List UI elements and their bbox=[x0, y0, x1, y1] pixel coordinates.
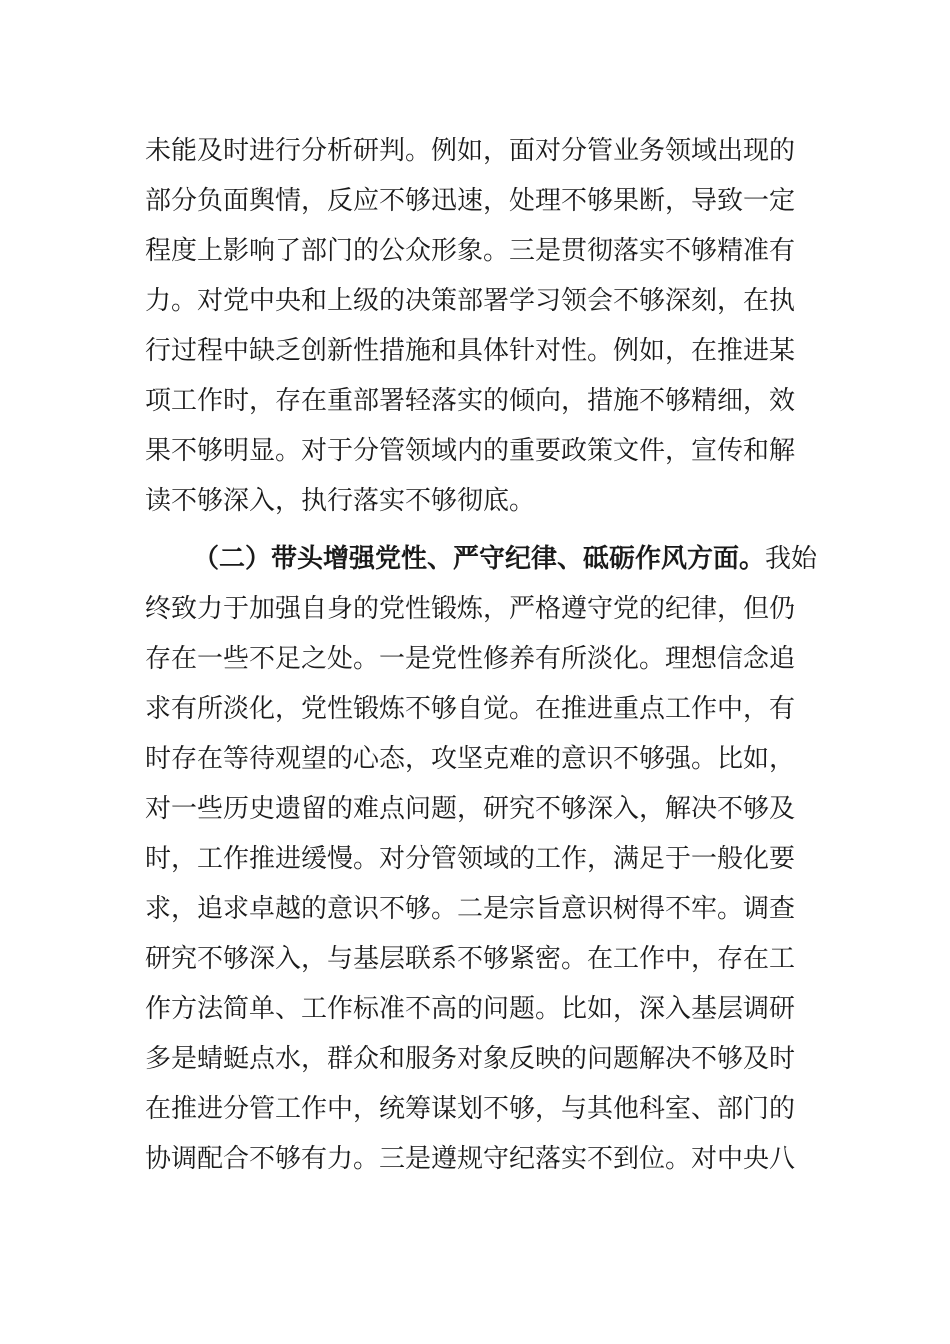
text-line: 行过程中缺乏创新性措施和具体针对性。例如，在推进某 bbox=[145, 336, 796, 366]
paragraph-1 bbox=[145, 126, 810, 526]
heading-line-rest: 我始 bbox=[765, 544, 818, 574]
text-line: 协调配合不够有力。三是遵规守纪落实不到位。对中央八 bbox=[145, 1144, 796, 1174]
paragraph-2 bbox=[145, 534, 818, 1184]
text-line: 作方法简单、工作标准不高的问题。比如，深入基层调研 bbox=[145, 994, 796, 1024]
paragraph-2-first-line bbox=[145, 534, 818, 584]
text-line: 程度上影响了部门的公众形象。三是贯彻落实不够精准有 bbox=[145, 236, 796, 266]
text-line: 求，追求卓越的意识不够。二是宗旨意识树得不牢。调查 bbox=[145, 894, 796, 924]
text-line: 研究不够深入，与基层联系不够紧密。在工作中，存在工 bbox=[145, 944, 796, 974]
text-line: 时存在等待观望的心态，攻坚克难的意识不够强。比如， bbox=[145, 744, 796, 774]
section-heading: （二）带头增强党性、严守纪律、砥砺作风方面。 bbox=[193, 544, 766, 574]
text-line: 部分负面舆情，反应不够迅速，处理不够果断，导致一定 bbox=[145, 186, 796, 216]
text-line: 项工作时，存在重部署轻落实的倾向，措施不够精细，效 bbox=[145, 386, 796, 416]
text-line: 多是蜻蜓点水，群众和服务对象反映的问题解决不够及时 bbox=[145, 1044, 796, 1074]
text-line: 对一些历史遗留的难点问题，研究不够深入，解决不够及 bbox=[145, 794, 796, 824]
text-line: 求有所淡化，党性锻炼不够自觉。在推进重点工作中，有 bbox=[145, 694, 796, 724]
text-line: 存在一些不足之处。一是党性修养有所淡化。理想信念追 bbox=[145, 644, 796, 674]
text-line: 在推进分管工作中，统筹谋划不够，与其他科室、部门的 bbox=[145, 1094, 796, 1124]
text-line: 读不够深入，执行落实不够彻底。 bbox=[145, 486, 536, 516]
text-line: 终致力于加强自身的党性锻炼，严格遵守党的纪律，但仍 bbox=[145, 594, 796, 624]
text-line: 果不够明显。对于分管领域内的重要政策文件，宣传和解 bbox=[145, 436, 796, 466]
text-line: 未能及时进行分析研判。例如，面对分管业务领域出现的 bbox=[145, 136, 796, 166]
text-line: 时，工作推进缓慢。对分管领域的工作，满足于一般化要 bbox=[145, 844, 796, 874]
text-line: 力。对党中央和上级的决策部署学习领会不够深刻，在执 bbox=[145, 286, 796, 316]
